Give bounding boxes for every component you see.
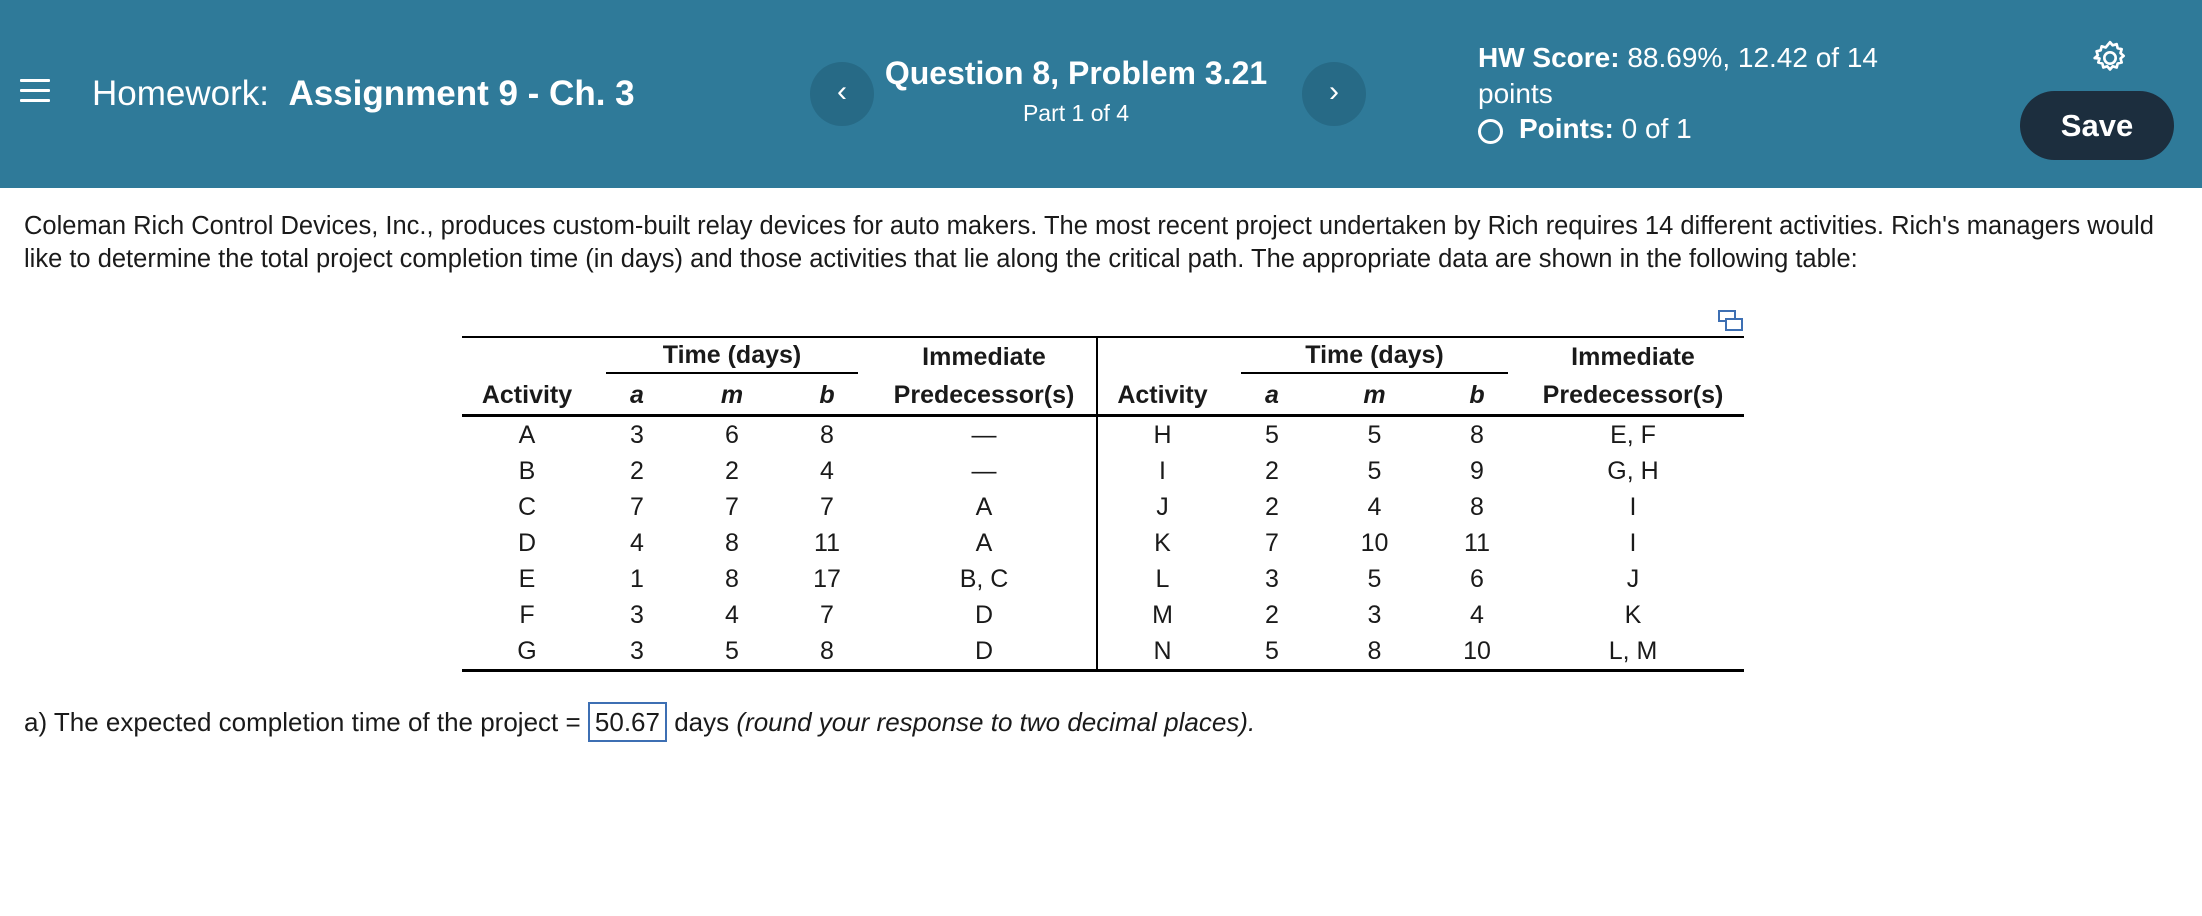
table-cell: 10 — [1432, 633, 1522, 671]
table-row — [462, 633, 1744, 671]
table-cell: 2 — [1265, 492, 1279, 521]
a-header: a — [1265, 380, 1279, 409]
table-cell: 6 — [725, 420, 739, 449]
completion-time-answer-box[interactable]: 50.67 — [588, 702, 667, 742]
activity-header: Activity — [1117, 380, 1208, 409]
table-cell: 9 — [1470, 456, 1484, 485]
table-cell: 4 — [630, 528, 644, 557]
table-cell: 3 — [1265, 564, 1279, 593]
table-cell: 5 — [1367, 564, 1382, 593]
table-cell: C — [517, 492, 537, 521]
b-header: b — [819, 380, 835, 409]
table-cell: N — [1097, 633, 1227, 671]
table-cell: 7 — [820, 492, 834, 521]
table-cell: 5 — [1265, 420, 1279, 449]
table-cell: 11 — [1464, 528, 1490, 557]
save-button[interactable]: Save — [2020, 91, 2174, 160]
table-cell: 4 — [820, 456, 834, 485]
table-cell: 10 — [1360, 528, 1389, 557]
table-cell: 4 — [1367, 492, 1382, 521]
hw-score-unit: points — [1478, 78, 1553, 109]
question-part: Part 1 of 4 — [1022, 100, 1130, 126]
assignment-name: Assignment 9 - Ch. 3 — [288, 74, 635, 113]
previous-question-button[interactable]: ‹ — [810, 62, 874, 126]
table-cell: I — [1629, 528, 1637, 557]
hw-score-value: 88.69%, 12.42 of 14 — [1627, 42, 1879, 73]
table-cell: A — [872, 489, 1097, 525]
table-cell: 3 — [1367, 600, 1382, 629]
table-cell: 4 — [1470, 600, 1484, 629]
table-cell: 8 — [725, 528, 739, 557]
table-cell: B, C — [872, 561, 1097, 597]
table-cell: — — [872, 453, 1097, 489]
table-cell: M — [1152, 600, 1173, 629]
hw-score-label: HW Score: — [1478, 42, 1620, 73]
table-cell: 5 — [1367, 456, 1382, 485]
table-cell: 2 — [630, 456, 644, 485]
table-cell: L, M — [1522, 633, 1744, 671]
table-cell: 8 — [725, 564, 739, 593]
table-cell: D — [872, 597, 1097, 633]
table-cell: 8 — [1317, 633, 1432, 671]
table-cell: 5 — [1367, 420, 1382, 449]
table-cell: L — [1155, 564, 1170, 593]
status-circle-icon — [1478, 119, 1503, 144]
table-cell: F — [519, 600, 535, 629]
table-row — [462, 597, 1744, 633]
table-cell: 7 — [1265, 528, 1279, 557]
top-bar — [0, 0, 2202, 188]
table-cell: D — [872, 633, 1097, 671]
table-cell: G — [462, 633, 592, 671]
table-cell: A — [872, 525, 1097, 561]
table-cell: A — [518, 420, 536, 449]
predecessor-header: Predecessor(s) — [1542, 380, 1724, 409]
table-cell: 6 — [1470, 564, 1484, 593]
immediate-header: Immediate — [872, 337, 1097, 376]
table-cell: 3 — [592, 633, 682, 671]
table-cell: 3 — [630, 420, 644, 449]
m-header: m — [720, 380, 744, 409]
table-cell: J — [1156, 492, 1169, 521]
table-cell: — — [872, 416, 1097, 454]
table-cell: 7 — [725, 492, 739, 521]
table-cell: J — [1626, 564, 1640, 593]
table-cell: I — [1159, 456, 1166, 485]
table-cell: E, F — [1610, 420, 1656, 449]
table-cell: 8 — [820, 420, 834, 449]
table-cell: 8 — [1470, 492, 1484, 521]
table-cell: D — [517, 528, 537, 557]
table-cell: K — [1624, 600, 1642, 629]
points-value: 0 of 1 — [1621, 113, 1692, 144]
table-cell: 8 — [782, 633, 872, 671]
table-row — [462, 525, 1744, 561]
table-cell: K — [1154, 528, 1171, 557]
table-cell: G, H — [1607, 456, 1659, 485]
m-header: m — [1363, 380, 1386, 409]
a-header: a — [630, 380, 644, 409]
gear-icon[interactable] — [2090, 38, 2130, 78]
table-cell: 5 — [682, 633, 782, 671]
table-cell: 7 — [820, 600, 834, 629]
table-row — [462, 561, 1744, 597]
table-row — [462, 416, 1744, 454]
activity-header: Activity — [481, 380, 573, 409]
table-cell: 2 — [1265, 600, 1279, 629]
immediate-header: Immediate — [1571, 342, 1695, 371]
homework-prefix: Homework: — [92, 74, 269, 113]
homework-title — [92, 72, 635, 116]
table-cell: E — [518, 564, 536, 593]
answer-hint: (round your response to two decimal places). — [736, 707, 1256, 737]
time-days-header: Time (days) — [1241, 341, 1508, 374]
table-cell: 1 — [630, 564, 644, 593]
table-row — [462, 489, 1744, 525]
table-row — [462, 453, 1744, 489]
table-cell: 5 — [1227, 633, 1317, 671]
hw-score — [1478, 40, 1918, 112]
table-cell: 4 — [725, 600, 739, 629]
activity-table — [462, 336, 1744, 672]
next-question-button[interactable]: › — [1302, 62, 1366, 126]
table-cell: 11 — [814, 528, 840, 557]
table-cell: I — [1629, 492, 1637, 521]
question-title: Question 8, Problem 3.21 — [884, 55, 1268, 91]
answer-row — [24, 701, 1255, 743]
expand-table-icon[interactable] — [1718, 310, 1744, 332]
table-cell: 2 — [1265, 456, 1279, 485]
table-cell: 17 — [813, 564, 841, 593]
table-cell: 8 — [1470, 420, 1484, 449]
answer-prompt: a) The expected completion time of the project = — [24, 707, 581, 737]
predecessor-header: Predecessor(s) — [872, 376, 1097, 416]
answer-unit: days — [674, 707, 730, 737]
table-cell: H — [1153, 420, 1172, 449]
time-days-header: Time (days) — [606, 341, 858, 374]
table-cell: 7 — [630, 492, 644, 521]
points-status — [1478, 111, 1692, 147]
table-cell: 3 — [630, 600, 644, 629]
problem-statement: Coleman Rich Control Devices, Inc., produces custom-built relay devices for auto makers. The most recent project undertaken by Rich requires 14 different activities. Rich's managers would like to determine the total project completion time (in days) and those activities that lie along the critical path. The appropriate data are shown in the following table: — [24, 212, 2154, 273]
table-cell: B — [518, 456, 536, 485]
b-header: b — [1469, 380, 1485, 409]
points-label: Points: — [1519, 113, 1614, 144]
hamburger-menu-icon[interactable] — [20, 79, 50, 103]
table-cell: 2 — [725, 456, 739, 485]
